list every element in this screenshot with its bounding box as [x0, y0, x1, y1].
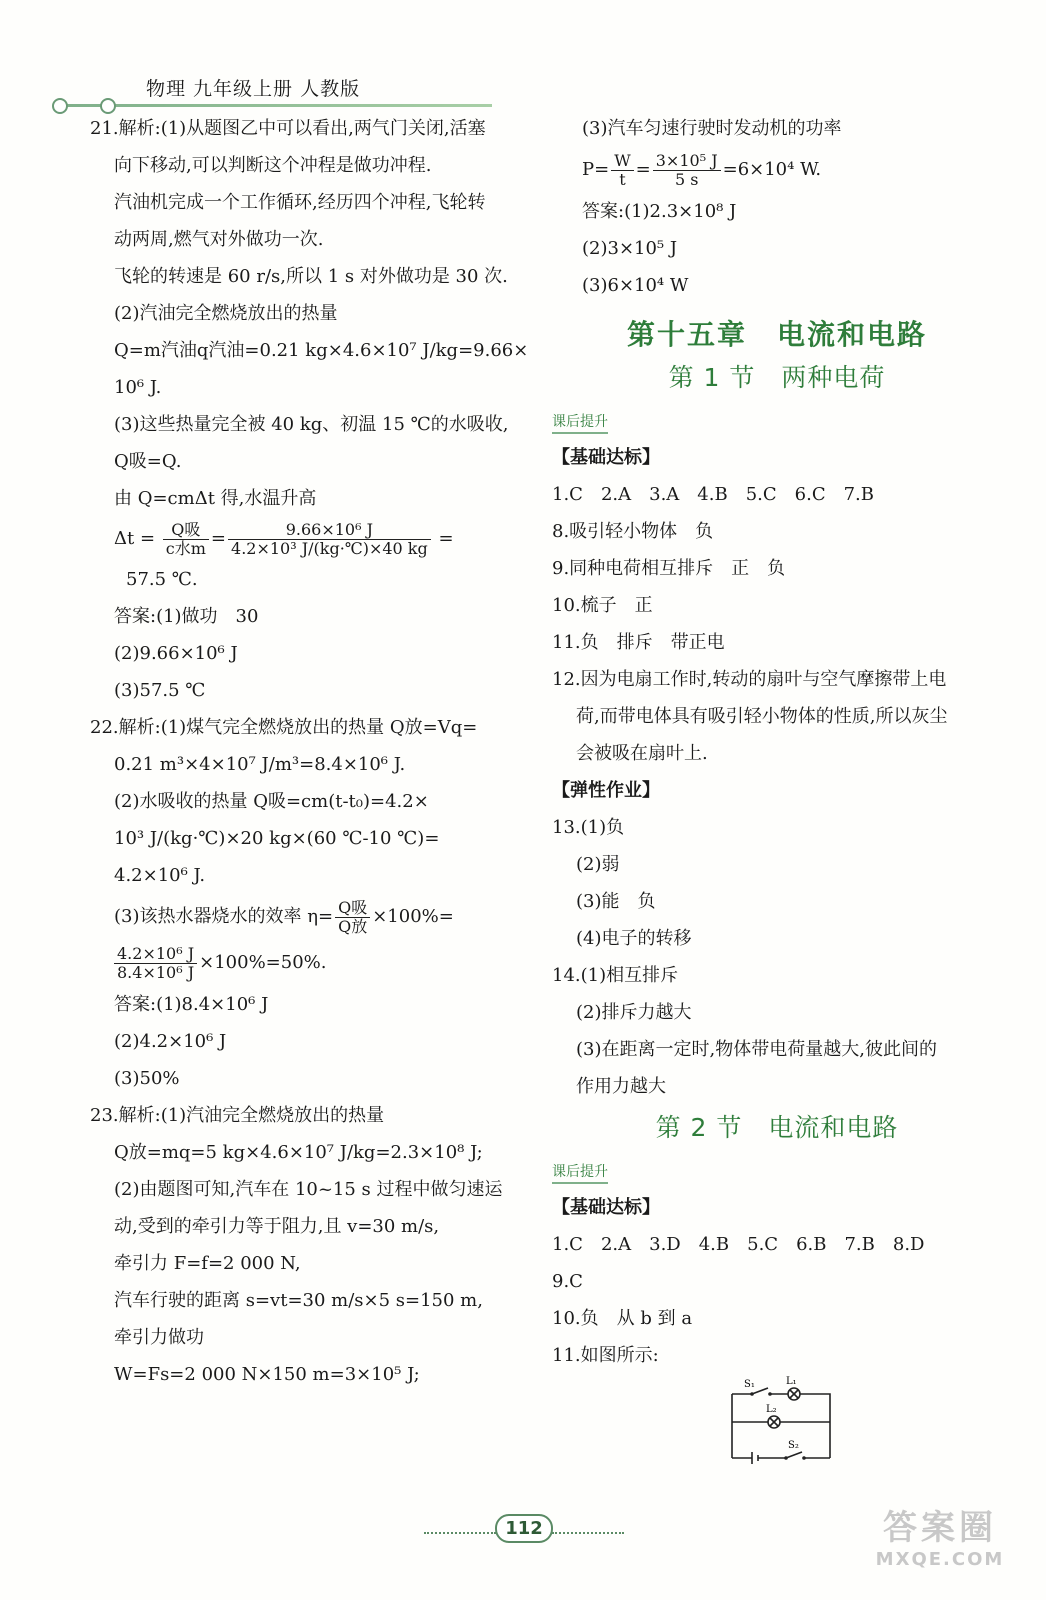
- lamp-l1-label: L₁: [786, 1376, 797, 1387]
- page-header: [50, 64, 490, 108]
- text-line: 22.解析:(1)煤气完全燃烧放出的热量 Q放=Vq=: [90, 717, 478, 738]
- denominator: 4.2×10³ J/(kg·℃)×40 kg: [231, 538, 428, 558]
- text-line: (3)汽车匀速行驶时发动机的功率: [582, 118, 842, 139]
- answer-line: 10.负 从 b 到 a: [552, 1308, 693, 1329]
- text-line: (2)3×10⁵ J: [582, 238, 678, 259]
- text-line: W=Fs=2 000 N×150 m=3×10⁵ J;: [114, 1364, 420, 1385]
- equation-line: Δt = $\frac{\text{Q吸}}{\text{c水m}}$ = $\frac{\text{9.66×10⁶ J}}{\text{4.2×10³ J/(kg·℃)×40 kg}}$ =: [114, 519, 454, 558]
- switch-s2-label: S₂: [788, 1440, 799, 1451]
- watermark-url: MXQE.COM: [875, 1549, 1005, 1570]
- text-line: 动两周,燃气对外做功一次.: [114, 229, 324, 250]
- answer-line: 10.梳子 正: [552, 595, 653, 616]
- equation-line: [90, 940, 530, 986]
- text-line: 10⁶ J.: [114, 377, 162, 398]
- fraction: [653, 152, 721, 189]
- equation-text: ×100%=50%.: [199, 952, 327, 973]
- text-line: (2)汽油完全燃烧放出的热量: [114, 303, 338, 324]
- text-line: Q放=mq=5 kg×4.6×10⁷ J/kg=2.3×10⁸ J;: [114, 1142, 483, 1163]
- answer-line: 1.C 2.A 3.D 4.B 5.C 6.B 7.B 8.D: [552, 1234, 925, 1255]
- text-line: (3)6×10⁴ W: [582, 275, 689, 296]
- answer-line: (4)电子的转移: [576, 928, 692, 949]
- subheading: 【基础达标】: [552, 1197, 660, 1218]
- fraction: [335, 899, 370, 936]
- numerator: 4.2×10⁶ J: [114, 945, 197, 964]
- answer-line: (2)排斥力越大: [576, 1002, 692, 1023]
- text-line: 牵引力 F=f=2 000 N,: [114, 1253, 301, 1274]
- answer-line: 13.(1)负: [552, 817, 625, 838]
- equation-text: =: [438, 528, 454, 549]
- answer-line: 8.吸引轻小物体 负: [552, 521, 714, 542]
- answer-line: 11.负 排斥 带正电: [552, 632, 725, 653]
- page-number-badge: 112: [495, 1514, 553, 1543]
- text-line: 10³ J/(kg·℃)×20 kg×(60 ℃-10 ℃)=: [114, 828, 440, 849]
- text-line: (3)57.5 ℃: [114, 680, 206, 701]
- equation-text: =6×10⁴ W.: [722, 159, 822, 180]
- answer-line: 荷,而带电体具有吸引轻小物体的性质,所以灰尘: [576, 706, 948, 727]
- page-number: [424, 1512, 624, 1552]
- question-23: [90, 1097, 530, 1393]
- subheading: 【弹性作业】: [552, 780, 660, 801]
- lamp-l2-label: L₂: [766, 1404, 777, 1415]
- text-line: (2)由题图可知,汽车在 10~15 s 过程中做匀速运: [114, 1179, 503, 1200]
- answer-line: 11.如图所示:: [552, 1345, 659, 1366]
- page-number-dots: [552, 1532, 624, 1534]
- answer-line: 答案:(1)做功 30: [114, 606, 259, 627]
- right-column: [552, 110, 1002, 1464]
- text-line: 21.解析:(1)从题图乙中可以看出,两气门关闭,活塞: [90, 118, 486, 139]
- answer-line: 作用力越大: [576, 1076, 666, 1097]
- text-line: (3)50%: [114, 1068, 180, 1089]
- answer-line: 12.因为电扇工作时,转动的扇叶与空气摩擦带上电: [552, 669, 947, 690]
- watermark: [850, 1500, 1030, 1590]
- answer-line: 9.同种电荷相互排斥 正 负: [552, 558, 786, 579]
- equation-text: P=: [582, 159, 610, 180]
- section-title: 第 1 节 两种电荷: [668, 363, 886, 392]
- answer-line: 答案:(1)2.3×10⁸ J: [582, 201, 737, 222]
- text-line: 57.5 ℃.: [126, 569, 198, 590]
- answer-line: 14.(1)相互排斥: [552, 965, 679, 986]
- chapter-title: 第十五章 电流和电路: [626, 318, 927, 351]
- text-line: 0.21 m³×4×10⁷ J/m³=8.4×10⁶ J.: [114, 754, 406, 775]
- question-21: [90, 110, 530, 709]
- text-line: 4.2×10⁶ J.: [114, 865, 206, 886]
- equation-line: [90, 894, 530, 940]
- text-line: 汽油机完成一个工作循环,经历四个冲程,飞轮转: [114, 192, 486, 213]
- equation-line: P= $\frac{W}{t}$ = $\frac{\text{3×10⁵ J}}{5 s}$ =6×10⁴ W.: [582, 150, 822, 189]
- text-line: (2)9.66×10⁶ J: [114, 643, 238, 664]
- watermark-text: 答案圈: [883, 1508, 997, 1548]
- text-line: 汽车行驶的距离 s=vt=30 m/s×5 s=150 m,: [114, 1290, 483, 1311]
- fraction: [611, 152, 633, 189]
- equation-text: (3)该热水器烧水的效率 η=: [114, 906, 334, 927]
- denominator: c水m: [165, 538, 206, 558]
- answer-line: (3)在距离一定时,物体带电荷量越大,彼此间的: [576, 1039, 937, 1060]
- text-line: Q=m汽油q汽油=0.21 kg×4.6×10⁷ J/kg=9.66×: [114, 340, 529, 361]
- circuit-diagram: [722, 1374, 842, 1464]
- text-line: 动,受到的牵引力等于阻力,且 v=30 m/s,: [114, 1216, 440, 1237]
- answer-line: (2)弱: [576, 854, 620, 875]
- denominator: 5 s: [674, 169, 699, 189]
- text-line: (2)4.2×10⁶ J: [114, 1031, 227, 1052]
- denominator: t: [619, 169, 626, 189]
- numerator: 3×10⁵ J: [653, 152, 721, 171]
- text-line: 23.解析:(1)汽油完全燃烧放出的热量: [90, 1105, 385, 1126]
- header-rule: [64, 104, 492, 107]
- numerator: Q吸: [335, 899, 370, 918]
- answer-line: 会被吸在扇叶上.: [576, 743, 708, 764]
- numerator: W: [611, 152, 633, 171]
- tag-row: [552, 1152, 1002, 1189]
- fraction: [114, 945, 197, 982]
- answer-line: 答案:(1)8.4×10⁶ J: [114, 994, 269, 1015]
- numerator: 9.66×10⁶ J: [228, 521, 431, 540]
- denominator: Q放: [338, 916, 368, 936]
- text-line: 牵引力做功: [114, 1327, 204, 1348]
- header-circle-decoration: [52, 98, 68, 114]
- switch-s1-label: S₁: [744, 1379, 755, 1390]
- left-column: [90, 110, 530, 1393]
- text-line: 飞轮的转速是 60 r/s,所以 1 s 对外做功是 30 次.: [114, 266, 508, 287]
- answer-line: 9.C: [552, 1271, 583, 1292]
- question-22: [90, 709, 530, 1097]
- section-title: 第 2 节 电流和电路: [655, 1113, 899, 1142]
- header-title: 物理 九年级上册 人教版: [146, 78, 361, 100]
- equation-text: ×100%=: [372, 906, 454, 927]
- page-number-dots: [424, 1532, 496, 1534]
- text-line: 由 Q=cmΔt 得,水温升高: [114, 488, 317, 509]
- denominator: 8.4×10⁶ J: [117, 962, 195, 982]
- text-line: 向下移动,可以判断这个冲程是做功冲程.: [114, 155, 432, 176]
- section-tag: 课后提升: [552, 412, 608, 434]
- answer-line: 1.C 2.A 3.A 4.B 5.C 6.C 7.B: [552, 484, 874, 505]
- fraction: [228, 521, 431, 558]
- tag-row: [552, 402, 1002, 439]
- text-line: Q吸=Q.: [114, 451, 182, 472]
- equation-text: Δt =: [114, 528, 156, 549]
- subheading: 【基础达标】: [552, 447, 660, 468]
- fraction: [163, 521, 209, 558]
- text-line: (3)这些热量完全被 40 kg、初温 15 ℃的水吸收,: [114, 414, 509, 435]
- text-line: (2)水吸收的热量 Q吸=cm(t-t₀)=4.2×: [114, 791, 429, 812]
- numerator: Q吸: [163, 521, 209, 540]
- section-tag: 课后提升: [552, 1162, 608, 1184]
- answer-line: (3)能 负: [576, 891, 656, 912]
